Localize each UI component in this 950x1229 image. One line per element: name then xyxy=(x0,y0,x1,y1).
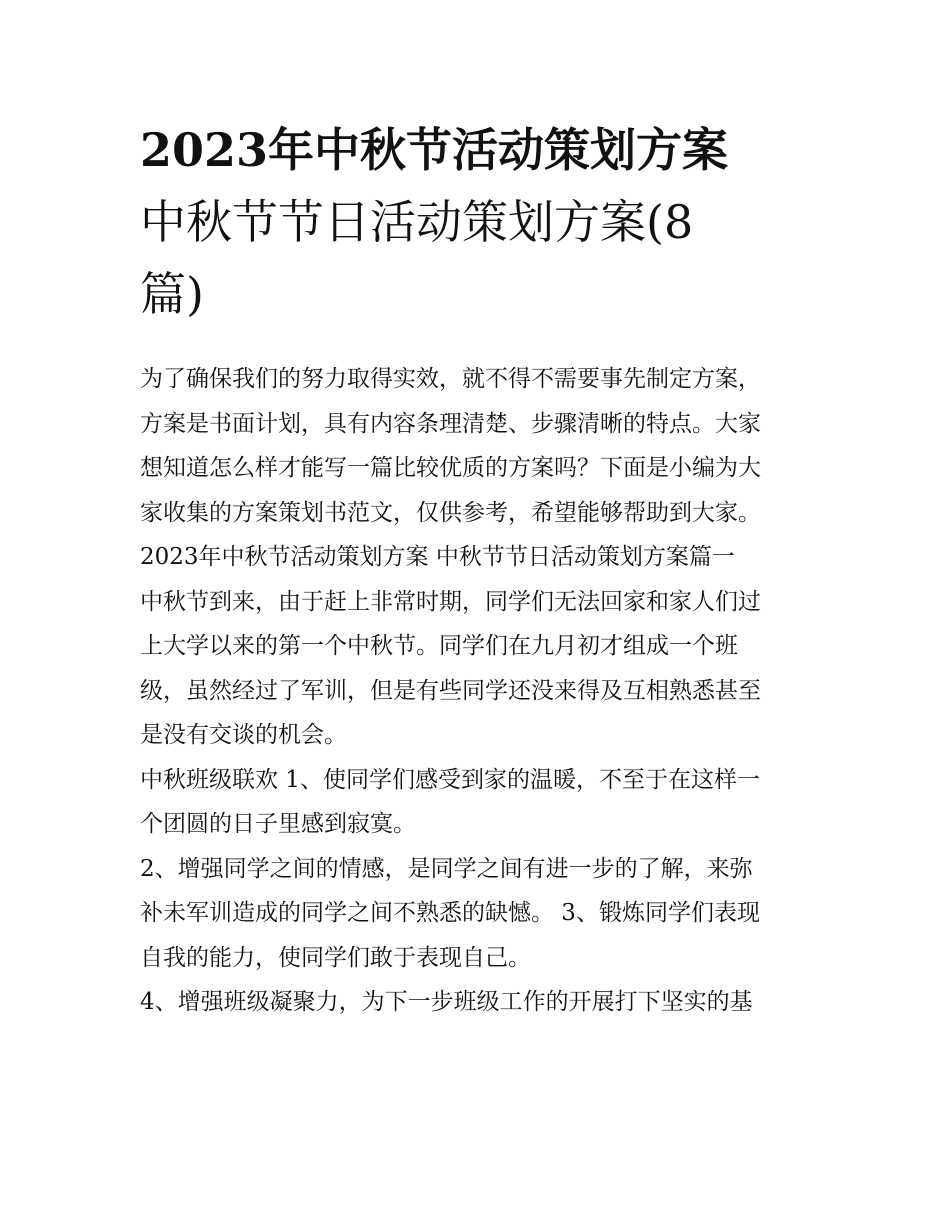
body-line: 4、增强班级凝聚力，为下一步班级工作的开展打下坚实的基 xyxy=(140,989,753,1015)
title-line-1: 2023年中秋节活动策划方案 xyxy=(140,123,729,177)
title-line-3: 篇) xyxy=(140,267,204,321)
body-line: 个团圆的日子里感到寂寞。 xyxy=(140,811,416,837)
section-heading-line: 2023年中秋节活动策划方案 中秋节节日活动策划方案篇一 xyxy=(140,544,735,570)
body-line: 中秋节到来，由于赶上非常时期，同学们无法回家和家人们过 xyxy=(140,588,761,615)
body-line: 补未军训造成的同学之间不熟悉的缺憾。 3、锻炼同学们表现 xyxy=(140,900,760,926)
body-line: 想知道怎么样才能写一篇比较优质的方案吗？下面是小编为大 xyxy=(140,455,761,481)
body-line: 是没有交谈的机会。 xyxy=(140,722,347,748)
document-title xyxy=(140,114,820,330)
body-line: 方案是书面计划，具有内容条理清楚、步骤清晰的特点。大家 xyxy=(140,410,761,437)
body-line: 2、增强同学之间的情感，是同学之间有进一步的了解，来弥 xyxy=(140,855,753,882)
body-line: 为了确保我们的努力取得实效，就不得不需要事先制定方案， xyxy=(140,366,761,392)
body-line: 中秋班级联欢 1、使同学们感受到家的温暖，不至于在这样一 xyxy=(140,766,760,793)
body-line: 上大学以来的第一个中秋节。同学们在九月初才组成一个班 xyxy=(140,633,738,659)
body-line: 家收集的方案策划书范文，仅供参考，希望能够帮助到大家。 xyxy=(140,499,761,526)
title-line-2: 中秋节节日活动策划方案(8 xyxy=(140,195,694,249)
document-body xyxy=(140,357,820,1025)
body-line: 自我的能力，使同学们敢于表现自己。 xyxy=(140,944,531,971)
body-line: 级，虽然经过了军训，但是有些同学还没来得及互相熟悉甚至 xyxy=(140,677,761,704)
